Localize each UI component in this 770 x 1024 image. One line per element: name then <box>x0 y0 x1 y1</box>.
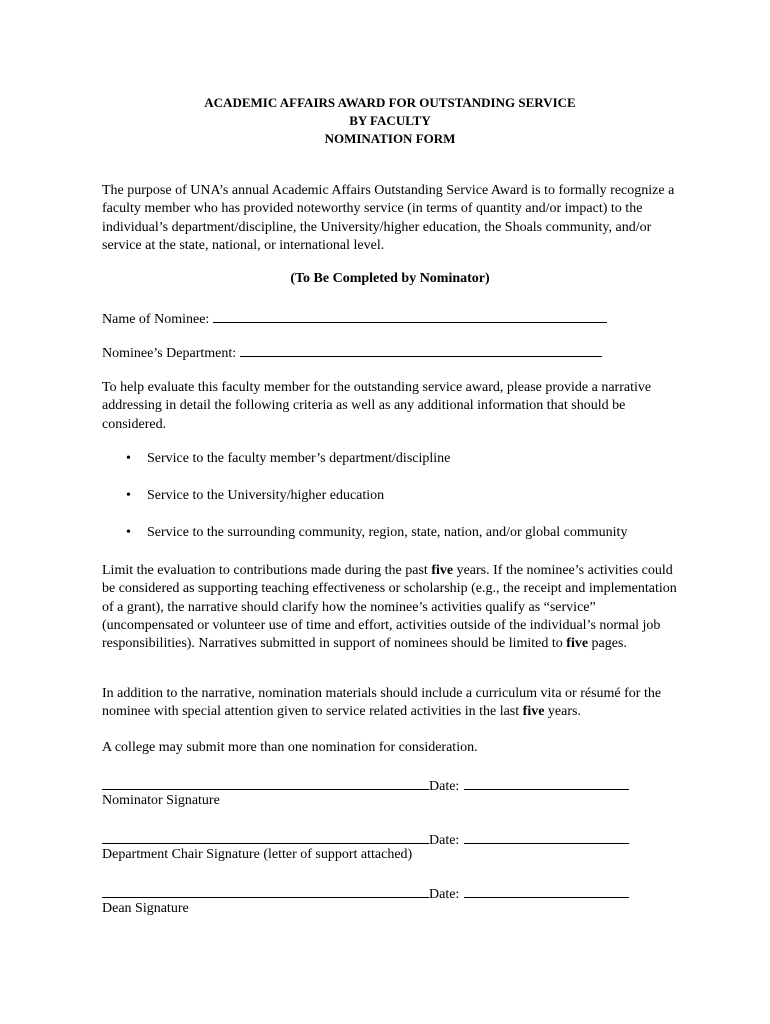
criteria-intro-paragraph: To help evaluate this faculty member for the outstanding service award, please provide a narrative addressing in detail the following criteria as well as any additional information that should be considered. <box>102 380 652 432</box>
chair-signature-line[interactable] <box>102 829 429 844</box>
intro-paragraph: The purpose of UNA’s annual Academic Affairs Outstanding Service Award is to formally recognize a faculty member who has provided noteworthy service (in terms of quantity and/or impact) to the individual’s department/discipline, the University/higher education, the Shoals community, and/or service at the state, national, or international level. <box>102 183 675 253</box>
criteria-item-text: Service to the University/higher education <box>147 488 385 503</box>
title-line-3: NOMINATION FORM <box>324 131 456 146</box>
nominator-signature-label: Nominator Signature <box>102 793 220 808</box>
limit-paragraph <box>102 562 677 653</box>
nominee-name-label: Name of Nominee: <box>102 312 210 327</box>
dean-signature-row <box>102 883 629 903</box>
criteria-item-text: Service to the faculty member’s department/discipline <box>147 451 451 466</box>
list-item <box>126 524 627 561</box>
limit-text-3: pages. <box>588 636 627 652</box>
materials-paragraph <box>102 685 677 722</box>
bullet-icon: • <box>126 451 131 466</box>
title-line-2: BY FACULTY <box>349 113 431 128</box>
list-item <box>126 487 627 524</box>
nominee-name-blank[interactable] <box>213 309 607 323</box>
limit-text-2: years. If the nominee’s activities could be considered as supporting teaching effectiveness or scholarship (e.g., the receipt and implementation of a grant), the narrative should clarify how the nominee’s activities qualify as “service” (uncompensated or volunteer use of time and effort, activities outside of the individual’s normal job responsibilities). Narratives submitted in support of nominees should be limited to <box>102 563 677 652</box>
college-paragraph: A college may submit more than one nomination for consideration. <box>102 740 478 755</box>
materials-text-1: In addition to the narrative, nomination materials should include a curriculum vita or résumé for the nominee with special attention given to service related activities in the last <box>102 686 662 720</box>
limit-bold-1: five <box>431 563 454 578</box>
bullet-icon: • <box>126 488 131 503</box>
nominee-department-label: Nominee’s Department: <box>102 346 237 361</box>
nominator-subheading: (To Be Completed by Nominator) <box>290 271 490 286</box>
nominee-name-field <box>102 309 607 328</box>
chair-signature-row <box>102 829 629 849</box>
date-label: Date: <box>429 887 460 902</box>
title-line-1: ACADEMIC AFFAIRS AWARD FOR OUTSTANDING SERVICE <box>204 95 576 110</box>
date-label: Date: <box>429 779 460 794</box>
materials-bold-1: five <box>522 704 545 720</box>
form-title <box>0 94 770 148</box>
list-item <box>126 450 627 487</box>
date-label: Date: <box>429 833 460 848</box>
dean-date-line[interactable] <box>464 883 629 898</box>
chair-signature-label: Department Chair Signature (letter of support attached) <box>102 847 413 862</box>
nominator-date-line[interactable] <box>464 775 629 790</box>
criteria-item-text: Service to the surrounding community, region, state, nation, and/or global community <box>147 525 628 540</box>
dean-signature-label: Dean Signature <box>102 901 189 916</box>
limit-text-1: Limit the evaluation to contributions made during the past <box>102 563 432 578</box>
nominee-department-blank[interactable] <box>240 343 602 357</box>
nominator-signature-line[interactable] <box>102 775 429 790</box>
dean-signature-line[interactable] <box>102 883 429 898</box>
criteria-list <box>126 450 627 561</box>
limit-bold-2: five <box>566 636 589 652</box>
nominee-department-field <box>102 343 602 362</box>
chair-date-line[interactable] <box>464 829 629 844</box>
bullet-icon: • <box>126 525 131 540</box>
nominator-signature-row <box>102 775 629 795</box>
materials-text-2: years. <box>544 704 581 720</box>
